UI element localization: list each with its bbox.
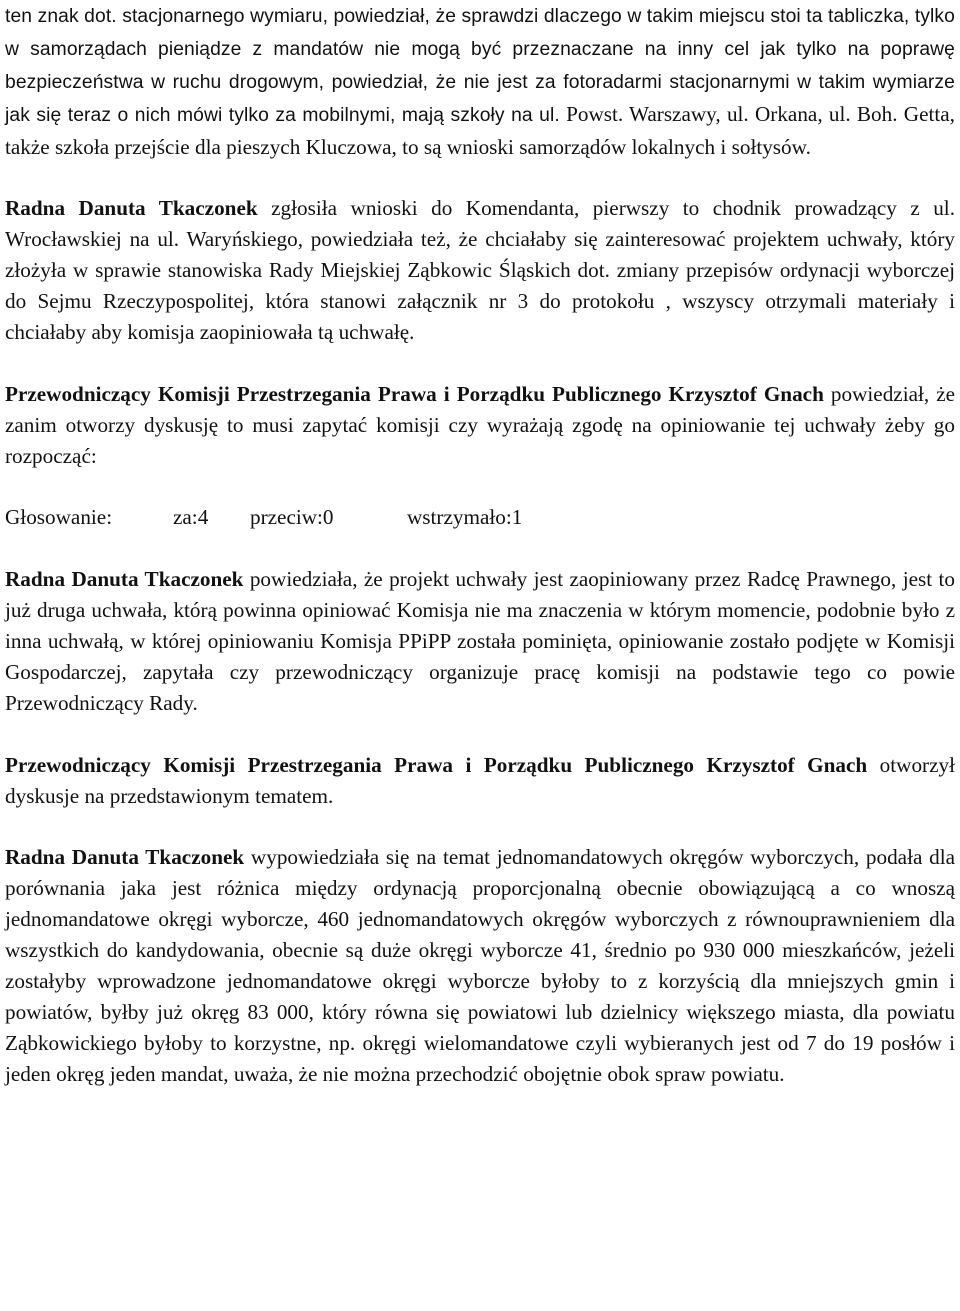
paragraph-text-sans: ten znak dot. stacjonarnego wymiaru, powiedział, że sprawdzi dlaczego w takim miejscu stoi ta tabliczka, tylko w samorządach pieniądze z mandatów nie mogą być przeznaczane na inny cel jak tylko na poprawę bezpieczeństwa w ruchu drogowym, powiedział, że nie jest za fotoradarmi stacjonarnymi w takim wymiarze jak się teraz o nich mówi tylko za mobilnymi, mają szkoły na ul. (5, 6, 955, 126)
paragraph-gap (5, 719, 955, 750)
vote-result (5, 502, 955, 533)
paragraph-police-requests (5, 0, 955, 163)
paragraph-tkaczonek-motion (5, 193, 955, 348)
paragraph-gap (5, 533, 955, 564)
paragraph-text: wypowiedziała się na temat jednomandatowych okręgów wyborczych, podała dla porównania jaka jest różnica między ordynacją proporcjonalną obecnie obowiązującą a co wnoszą jednomandatowe okręgi wyborcze, 460 jednomandatowych okręgów wyborczych z równouprawnieniem dla wszystkich do kandydowania, obecnie są duże okręgi wyborcze 41, średnio po 930 000 mieszkańców, jeżeli zostałyby wprowadzone jednomandatowe okręgi wyborcze byłoby to z korzyścią dla mniejszych gmin i powiatów, byłby już okręg 83 000, który równa się powiatowi lub dzielnicy większego miasta, dla powiatu Ząbkowickiego byłoby to korzystne, np. okręgi wielomandatowe czyli wybieranych jest od 7 do 19 posłów i jeden okręg jeden mandat, uważa, że nie można przechodzić obojętnie obok spraw powiatu. (5, 845, 955, 1086)
paragraph-chairman-question (5, 379, 955, 472)
paragraph-gap (5, 348, 955, 379)
paragraph-text: otworzył dyskusje na przedstawionym tematem. (5, 752, 955, 808)
paragraph-text-serif: Powst. Warszawy, ul. Orkana, ul. Boh. Getta, także szkoła przejście dla pieszych Kluczowa, to są wnioski samorządów lokalnych i sołtysów. (5, 101, 955, 159)
document-page (5, 0, 955, 1090)
vote-against: przeciw:0 (250, 505, 334, 530)
speaker-name: Radna Danuta Tkaczonek (5, 845, 245, 870)
paragraph-gap (5, 472, 955, 503)
paragraph-text: zgłosiła wnioski do Komendanta, pierwszy to chodnik prowadzący z ul. Wrocławskiej na ul. Waryńskiego, powiedziała też, że chciałaby się zainteresować projektem uchwały, który złożyła w sprawie stanowiska Rady Miejskiej Ząbkowic Śląskich dot. zmiany przepisów ordynacji wyborczej do Sejmu Rzeczypospolitej, która stanowi załącznik nr 3 do protokołu , wszyscy otrzymali materiały i chciałaby aby komisja zaopiniowała tą uchwałę. (5, 196, 955, 345)
speaker-name: Radna Danuta Tkaczonek (5, 567, 244, 592)
vote-for: za:4 (173, 505, 209, 530)
speaker-name: Przewodniczący Komisji Przestrzegania Prawa i Porządku Publicznego Krzysztof Gnach (5, 381, 824, 406)
paragraph-tkaczonek-districts (5, 842, 955, 1089)
paragraph-text: powiedziała, że projekt uchwały jest zaopiniowany przez Radcę Prawnego, jest to już druga uchwała, którą powinna opiniować Komisja nie ma znaczenia w którym momencie, podobnie było z inna uchwałą, w której opiniowaniu Komisja PPiPP została pominięta, opiniowanie zostało podjęte w Komisji Gospodarczej, zapytała czy przewodniczący organizuje pracę komisji na podstawie tego co powie Przewodniczący Rady. (5, 567, 955, 715)
vote-abstained: wstrzymało:1 (407, 505, 523, 530)
speaker-name: Radna Danuta Tkaczonek (5, 196, 258, 221)
paragraph-tkaczonek-opinion (5, 564, 955, 719)
paragraph-gap (5, 163, 955, 194)
speaker-name: Przewodniczący Komisji Przestrzegania Prawa i Porządku Publicznego Krzysztof Gnach (5, 752, 868, 777)
paragraph-chairman-discussion (5, 750, 955, 812)
vote-label: Głosowanie: (5, 505, 113, 530)
paragraph-gap (5, 811, 955, 842)
paragraph-text: powiedział, że zanim otworzy dyskusję to musi zapytać komisji czy wyrażają zgodę na opiniowanie tej uchwały żeby go rozpocząć: (5, 381, 956, 468)
